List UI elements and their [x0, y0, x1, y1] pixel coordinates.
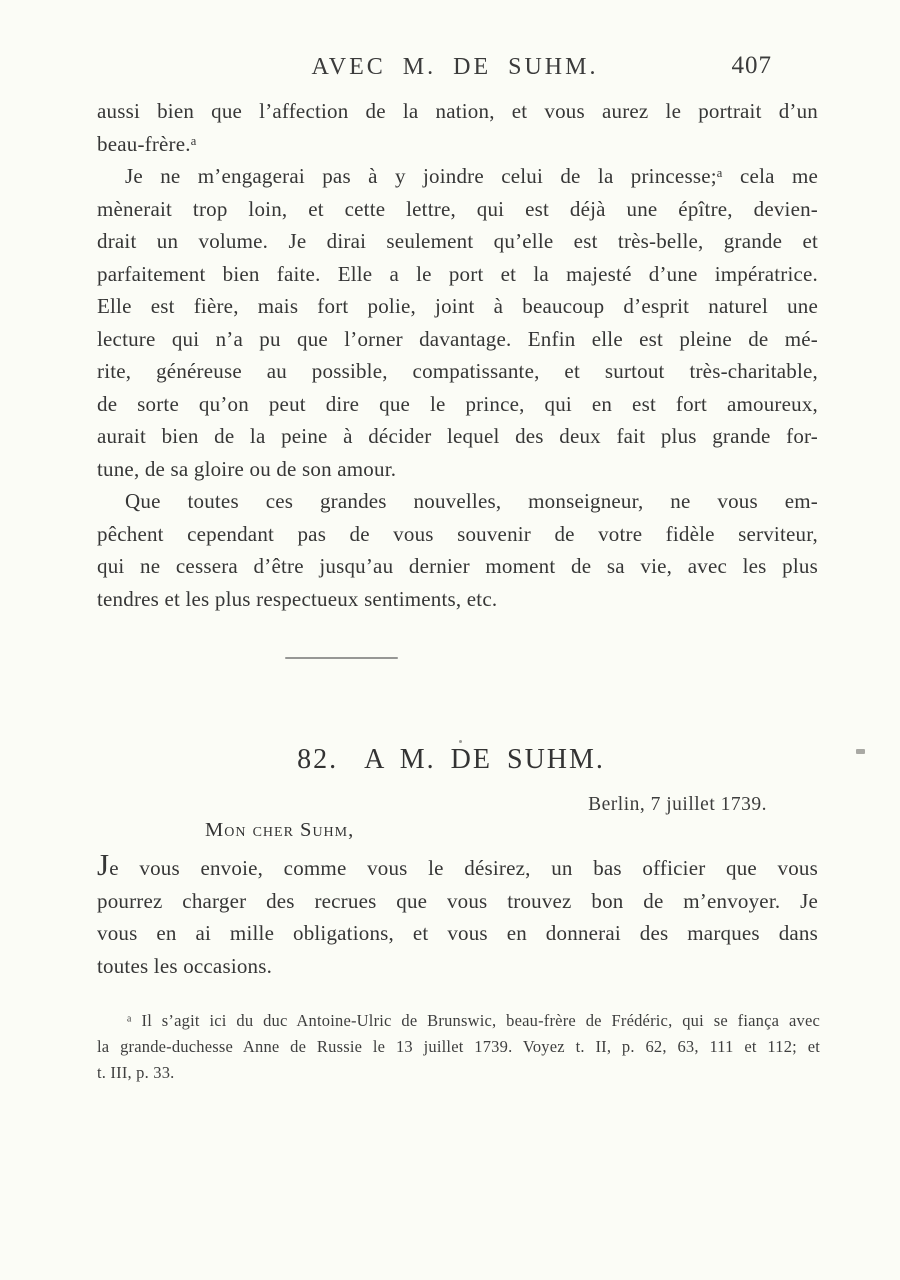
letter-82-number: 82. [297, 744, 339, 775]
scan-speck-dot [459, 740, 462, 743]
text-line: Que toutes ces grandes nouvelles, monseigneur, ne vous em- [125, 489, 818, 513]
text-line: pourrez charger des recrues que vous trouvez bon de m’envoyer. Je [97, 888, 818, 913]
text-line: Elle est fière, mais fort polie, joint à beaucoup d’esprit naturel une [97, 294, 818, 318]
footnote-a [97, 1008, 820, 1086]
text-line: lecture qui n’a pu que l’orner davantage. Enfin elle est pleine de mé- [97, 326, 818, 351]
letter-82-dateline: Berlin, 7 juillet 1739. [588, 794, 767, 815]
text-line: parfaitement bien faite. Elle a le port et la majesté d’une impératrice. [97, 261, 818, 286]
text-line: ᵃ Il s’agit ici du duc Antoine-Ulric de Brunswic, beau-frère de Frédéric, qui se fiança avec [127, 1011, 820, 1030]
letter-82-heading [297, 744, 605, 776]
text-line: pêchent cependant pas de vous souvenir de votre fidèle serviteur, [97, 521, 818, 546]
text-line: mènerait trop loin, et cette lettre, qui est déjà une épître, devien- [97, 196, 818, 221]
text-line: beau-frère.ᵃ [97, 131, 197, 156]
text-line: rite, généreuse au possible, compatissante, et surtout très-charitable, [97, 359, 818, 383]
scan-speck-dash [856, 749, 865, 754]
section-divider-rule [285, 657, 398, 659]
text-line: de sorte qu’on peut dire que le prince, qui en est fort amoureux, [97, 391, 818, 416]
text-line: toutes les occasions. [97, 953, 273, 978]
text-line: vous en ai mille obligations, et vous en donnerai des marques dans [97, 921, 818, 945]
text-line: tune, de sa gloire ou de son amour. [97, 456, 397, 481]
running-header-title: AVEC M. DE SUHM. [311, 54, 599, 80]
text-line: Je vous envoie, comme vous le désirez, un bas officier que vous [97, 847, 818, 882]
text-line: drait un volume. Je dirai seulement qu’elle est très-belle, grande et [97, 229, 818, 253]
text-line: tendres et les plus respectueux sentiments, etc. [97, 586, 498, 611]
text-line: aussi bien que l’affection de la nation, et vous aurez le portrait d’un [97, 99, 818, 123]
text-line: qui ne cessera d’être jusqu’au dernier moment de sa vie, avec les plus [97, 554, 818, 578]
letter-82-title: A M. DE SUHM. [364, 744, 605, 775]
letter-82-body [97, 847, 818, 982]
text-line: la grande-duchesse Anne de Russie le 13 juillet 1739. Voyez t. II, p. 62, 63, 111 et 112; et [97, 1037, 820, 1056]
text-line: Je ne m’engagerai pas à y joindre celui de la princesse;ᵃ cela me [125, 164, 818, 188]
text-line: t. III, p. 33. [97, 1063, 175, 1082]
text-line: aurait bien de la peine à décider lequel des deux fait plus grande for- [97, 424, 818, 448]
letter-81-text [97, 95, 818, 615]
page-number: 407 [731, 52, 772, 79]
letter-82-salutation: Mon cher Suhm, [205, 819, 355, 841]
